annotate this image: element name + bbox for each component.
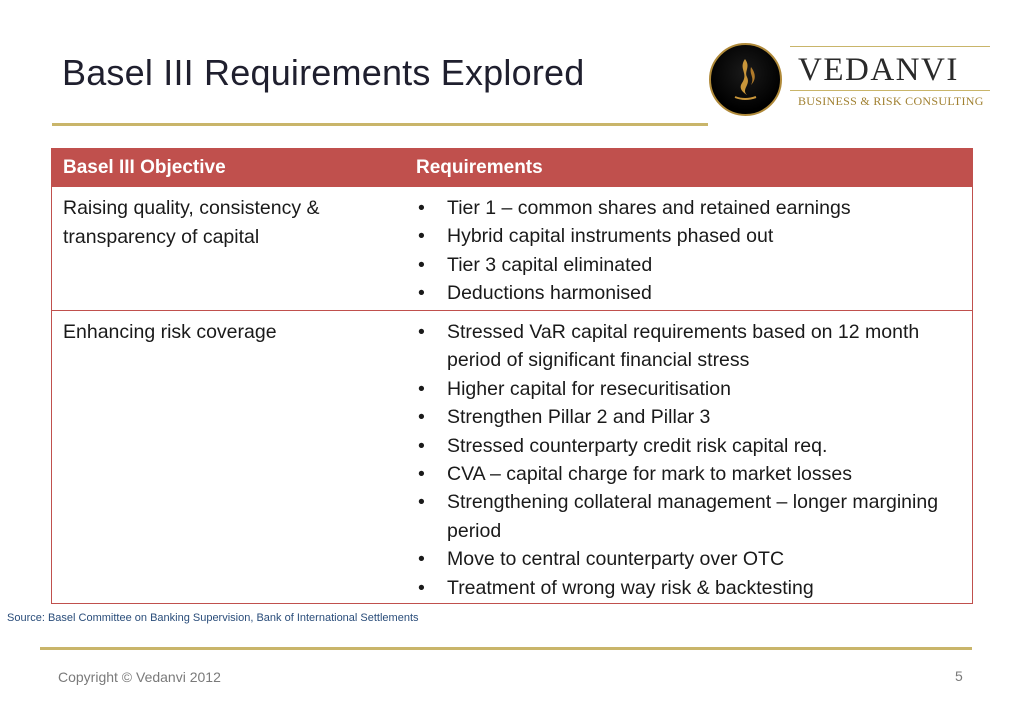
slide-title: Basel III Requirements Explored <box>62 52 585 93</box>
list-item: • CVA – capital charge for mark to market losses <box>416 460 956 488</box>
list-item: • Strengthen Pillar 2 and Pillar 3 <box>416 403 956 431</box>
list-item: • Tier 3 capital eliminated <box>416 251 956 279</box>
list-item: • Treatment of wrong way risk & backtesting <box>416 574 956 602</box>
vedanvi-logo-icon <box>709 43 782 116</box>
header-requirements: Requirements <box>416 157 543 178</box>
requirements-list <box>416 318 956 602</box>
footer-divider <box>40 647 972 650</box>
requirements-cell <box>416 194 956 308</box>
list-item: • Strengthening collateral management – longer margining period <box>416 488 956 545</box>
objective-cell: Raising quality, consistency & transparency of capital <box>63 197 320 248</box>
list-item: • Stressed VaR capital requirements based on 12 month period of significant financial stress <box>416 318 956 375</box>
list-item: • Tier 1 – common shares and retained earnings <box>416 194 956 222</box>
title-divider <box>52 123 708 126</box>
table-header <box>52 149 972 187</box>
brand-top-divider <box>790 46 990 47</box>
page-number: 5 <box>955 668 963 684</box>
table-row <box>52 311 972 603</box>
list-item: • Deductions harmonised <box>416 279 956 307</box>
requirements-cell <box>416 318 956 602</box>
list-item: • Higher capital for resecuritisation <box>416 375 956 403</box>
brand-tagline: BUSINESS & RISK CONSULTING <box>798 94 984 108</box>
list-item: • Hybrid capital instruments phased out <box>416 222 956 250</box>
requirements-list <box>416 194 956 308</box>
list-item: • Move to central counterparty over OTC <box>416 545 956 573</box>
table-row <box>52 187 972 311</box>
copyright-text: Copyright © Vedanvi 2012 <box>58 669 221 685</box>
header-objective: Basel III Objective <box>63 157 226 178</box>
requirements-table <box>51 148 973 604</box>
source-note: Source: Basel Committee on Banking Supervision, Bank of International Settlements <box>7 612 419 624</box>
list-item: • Stressed counterparty credit risk capital req. <box>416 432 956 460</box>
brand-divider <box>790 90 990 91</box>
brand-name: VEDANVI <box>798 52 959 88</box>
objective-cell: Enhancing risk coverage <box>63 321 277 343</box>
